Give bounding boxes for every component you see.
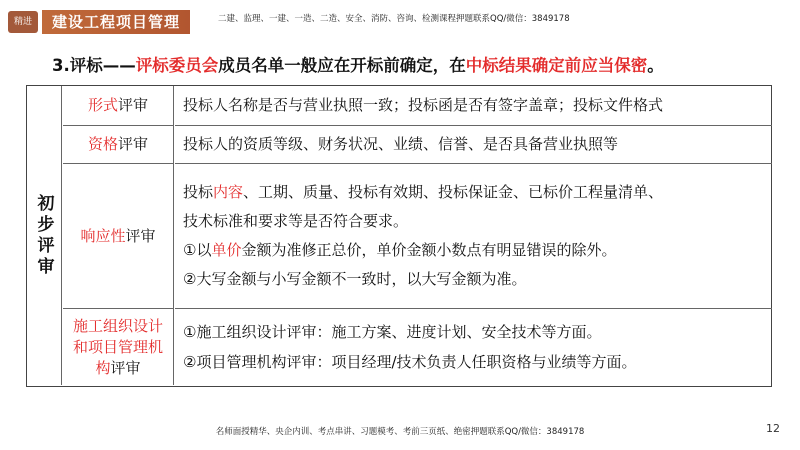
description-line: ①以单价金额为准修正总价，单价金额小数点有明显错误的除外。 xyxy=(183,241,617,259)
subtitle-highlight-confidential: 中标结果确定前应当保密 xyxy=(465,56,648,75)
subtitle xyxy=(52,52,664,76)
description-cell-construction-org xyxy=(175,309,772,385)
category-cell-responsiveness xyxy=(63,164,174,309)
category-rest: 评审 xyxy=(125,226,156,245)
description-line: 投标内容、工期、质量、投标有效期、投标保证金、已标价工程量清单、 xyxy=(183,183,664,201)
description-cell-qualification xyxy=(175,126,772,164)
category-cell-construction-org xyxy=(63,309,174,385)
subtitle-highlight-committee: 评标委员会 xyxy=(135,56,219,75)
description-text: 投标人名称是否与营业执照一致；投标函是否有签字盖章；投标文件格式 xyxy=(183,96,664,114)
description-cell-responsiveness xyxy=(175,164,772,309)
side-label-text: 初步评审 xyxy=(33,193,54,278)
description-line: ①施工组织设计评审：施工方案、进度计划、安全技术等方面。 xyxy=(183,323,602,341)
description-line: ②大写金额与小写金额不一致时，以大写金额为准。 xyxy=(183,270,527,288)
category-red: 响应性 xyxy=(80,226,126,245)
side-label xyxy=(27,86,62,385)
header-note: 二建、监理、一建、一造、二造、安全、消防、咨询、检测课程押题联系QQ/微信：3849178 xyxy=(218,14,570,24)
category-rest: 评审 xyxy=(118,96,149,114)
subtitle-part3: 成员名单一般应在开标前确定，在 xyxy=(218,56,466,75)
header-title: 建设工程项目管理 xyxy=(42,10,190,34)
category-rest: 评审 xyxy=(118,135,149,153)
category-cell-qualification xyxy=(63,126,174,164)
page-number: 12 xyxy=(766,422,780,435)
header xyxy=(0,0,800,42)
subtitle-part5: 。 xyxy=(647,56,664,75)
category-red: 形式 xyxy=(87,96,118,114)
footer-note: 名师面授精华、央企内训、考点串讲、习题模考、考前三页纸、绝密押题联系QQ/微信：3849178 xyxy=(215,427,585,437)
description-line: 技术标准和要求等是否符合要求。 xyxy=(183,212,409,230)
subtitle-part1: 3.评标—— xyxy=(52,56,136,75)
category-red: 资格 xyxy=(87,135,118,153)
category-cell-form xyxy=(63,86,174,126)
category-red: 施工组织设计和项目管理机构 xyxy=(72,316,163,377)
description-cell-form xyxy=(175,86,772,126)
category-rest: 评审 xyxy=(110,358,141,377)
logo-badge: 精进 xyxy=(8,11,38,33)
description-text: 投标人的资质等级、财务状况、业绩、信誉、是否具备营业执照等 xyxy=(183,135,619,153)
description-line: ②项目管理机构评审：项目经理/技术负责人任职资格与业绩等方面。 xyxy=(183,353,637,371)
evaluation-table xyxy=(26,85,772,387)
